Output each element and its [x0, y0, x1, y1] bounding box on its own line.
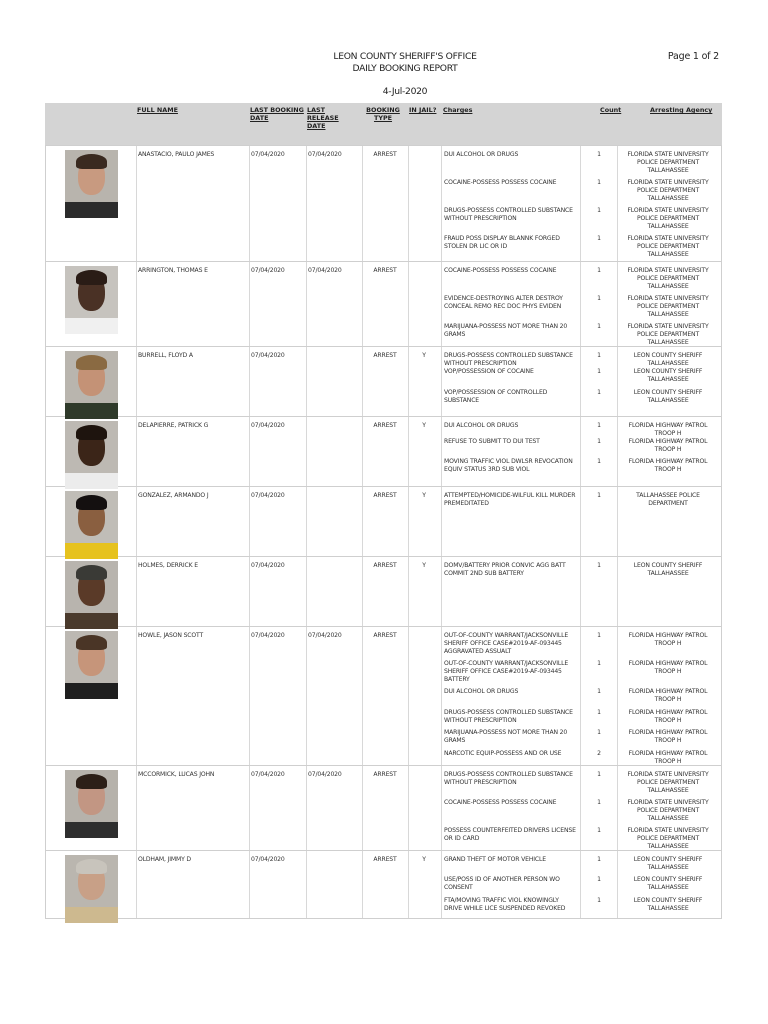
inmate-name: DELAPIERRE, PATRICK G [138, 422, 209, 429]
arresting-agency: LEON COUNTY SHERIFF TALLAHASSEE [633, 876, 703, 891]
charge-count: 1 [597, 562, 601, 569]
charge-count: 1 [597, 458, 601, 465]
charge-description: FRAUD POSS DISPLAY BLANNK FORGED STOLEN DR LIC OR ID [444, 235, 560, 250]
column-divider [580, 347, 581, 416]
charge-count: 1 [597, 856, 601, 863]
mugshot-photo [65, 855, 118, 923]
arresting-agency: FLORIDA STATE UNIVERSITY POLICE DEPARTMENT TALLAHASSEE [627, 151, 709, 174]
column-divider [136, 851, 137, 918]
column-divider [441, 851, 442, 918]
table-row [46, 627, 721, 766]
charge-count: 1 [597, 235, 601, 242]
charge-count: 1 [597, 323, 601, 330]
report-title: DAILY BOOKING REPORT [352, 63, 458, 74]
booking-type: ARREST [373, 352, 397, 359]
table-row [46, 557, 721, 627]
last-booking-date: 07/04/2020 [251, 856, 285, 863]
table-row [46, 146, 721, 262]
arresting-agency: FLORIDA STATE UNIVERSITY POLICE DEPARTMENT TALLAHASSEE [627, 267, 709, 290]
arresting-agency: LEON COUNTY SHERIFF TALLAHASSEE [633, 856, 703, 871]
column-divider [441, 766, 442, 850]
column-divider [306, 487, 307, 556]
arresting-agency: LEON COUNTY SHERIFF TALLAHASSEE [633, 389, 703, 404]
charge-count: 2 [597, 750, 601, 757]
column-divider [249, 557, 250, 626]
arresting-agency: FLORIDA HIGHWAY PATROL TROOP H [628, 458, 708, 473]
mugshot-photo [65, 491, 118, 559]
column-divider [580, 146, 581, 261]
column-divider [306, 146, 307, 261]
column-divider [441, 487, 442, 556]
charge-description: ATTEMPTED/HOMICIDE-WILFUL KILL MURDER PREMEDITATED [444, 492, 576, 507]
column-divider [136, 262, 137, 346]
charge-count: 1 [597, 267, 601, 274]
inmate-name: OLDHAM, JIMMY D [138, 856, 191, 863]
charge-count: 1 [597, 771, 601, 778]
inmate-name: HOWLE, JASON SCOTT [138, 632, 204, 639]
column-divider [580, 627, 581, 765]
charge-count: 1 [597, 438, 601, 445]
charge-count: 1 [597, 660, 601, 667]
column-divider [580, 766, 581, 850]
charge-description: MARIJUANA-POSSESS NOT MORE THAN 20 GRAMS [444, 729, 568, 744]
header-last-booking-date: LAST BOOKING DATE [250, 106, 304, 122]
arresting-agency: FLORIDA HIGHWAY PATROL TROOP H [628, 750, 708, 765]
column-divider [580, 557, 581, 626]
column-divider [136, 417, 137, 486]
column-divider [136, 146, 137, 261]
arresting-agency: FLORIDA HIGHWAY PATROL TROOP H [628, 422, 708, 437]
charge-description: COCAINE-POSSESS POSSESS COCAINE [444, 179, 557, 186]
column-divider [441, 557, 442, 626]
booking-type: ARREST [373, 771, 397, 778]
charge-description: DUI ALCOHOL OR DRUGS [444, 422, 519, 429]
last-release-date: 07/04/2020 [308, 267, 342, 274]
charge-description: OUT-OF-COUNTY WARRANT/JACKSONVILLE SHERIFF OFFICE CASE#2019-AF-093445 AGGRAVATED ASSUALT [444, 632, 569, 655]
charge-description: MARIJUANA-POSSESS NOT MORE THAN 20 GRAMS [444, 323, 568, 338]
charge-count: 1 [597, 492, 601, 499]
booking-table [45, 145, 722, 919]
charge-count: 1 [597, 352, 601, 359]
page-number: Page 1 of 2 [667, 51, 719, 62]
charge-description: REFUSE TO SUBMIT TO DUI TEST [444, 438, 540, 445]
table-row [46, 417, 721, 487]
column-divider [249, 347, 250, 416]
in-jail-flag: Y [422, 856, 426, 863]
charge-description: DRUGS-POSSESS CONTROLLED SUBSTANCE WITHOUT PRESCRIPTION [444, 207, 573, 222]
inmate-name: BURRELL, FLOYD A [138, 352, 193, 359]
charge-description: OUT-OF-COUNTY WARRANT/JACKSONVILLE SHERIFF OFFICE CASE#2019-AF-093445 BATTERY [444, 660, 569, 683]
charge-count: 1 [597, 389, 601, 396]
arresting-agency: FLORIDA HIGHWAY PATROL TROOP H [628, 729, 708, 744]
charge-count: 1 [597, 422, 601, 429]
column-divider [249, 146, 250, 261]
column-divider [580, 417, 581, 486]
arresting-agency: FLORIDA HIGHWAY PATROL TROOP H [628, 660, 708, 675]
charge-count: 1 [597, 709, 601, 716]
header-charges: Charges [443, 106, 473, 114]
header-full-name: FULL NAME [137, 106, 178, 114]
column-divider [441, 262, 442, 346]
arresting-agency: LEON COUNTY SHERIFF TALLAHASSEE [633, 562, 703, 577]
table-row [46, 487, 721, 557]
column-divider [306, 417, 307, 486]
booking-type: ARREST [373, 632, 397, 639]
arresting-agency: FLORIDA HIGHWAY PATROL TROOP H [628, 709, 708, 724]
report-date: 4-Jul-2020 [382, 86, 428, 97]
charge-count: 1 [597, 799, 601, 806]
column-divider [580, 487, 581, 556]
last-booking-date: 07/04/2020 [251, 352, 285, 359]
last-booking-date: 07/04/2020 [251, 632, 285, 639]
mugshot-photo [65, 421, 118, 489]
arresting-agency: TALLAHASSEE POLICE DEPARTMENT [636, 492, 700, 507]
last-booking-date: 07/04/2020 [251, 771, 285, 778]
arresting-agency: FLORIDA STATE UNIVERSITY POLICE DEPARTMENT TALLAHASSEE [627, 827, 709, 850]
arresting-agency: FLORIDA STATE UNIVERSITY POLICE DEPARTMENT TALLAHASSEE [627, 295, 709, 318]
column-divider [441, 347, 442, 416]
charge-count: 1 [597, 151, 601, 158]
column-divider [362, 146, 363, 261]
mugshot-photo [65, 770, 118, 838]
header-last-release-date: LAST RELEASE DATE [307, 106, 339, 130]
booking-type: ARREST [373, 492, 397, 499]
table-row [46, 262, 721, 347]
last-booking-date: 07/04/2020 [251, 492, 285, 499]
in-jail-flag: Y [422, 422, 426, 429]
charge-count: 1 [597, 295, 601, 302]
table-row [46, 851, 721, 919]
column-divider [362, 627, 363, 765]
column-divider [249, 766, 250, 850]
charge-description: DRUGS-POSSESS CONTROLLED SUBSTANCE WITHOUT PRESCRIPTION [444, 771, 573, 786]
charge-description: DUI ALCOHOL OR DRUGS [444, 688, 519, 695]
mugshot-photo [65, 150, 118, 218]
in-jail-flag: Y [422, 562, 426, 569]
header-in-jail: IN JAIL? [409, 106, 437, 114]
mugshot-photo [65, 266, 118, 334]
booking-type: ARREST [373, 856, 397, 863]
column-divider [306, 347, 307, 416]
column-divider [408, 146, 409, 261]
booking-type: ARREST [373, 267, 397, 274]
header-arresting-agency: Arresting Agency [650, 106, 713, 114]
mugshot-photo [65, 631, 118, 699]
report-office: LEON COUNTY SHERIFF'S OFFICE [333, 51, 477, 62]
inmate-name: ARRINGTON, THOMAS E [138, 267, 208, 274]
arresting-agency: FLORIDA STATE UNIVERSITY POLICE DEPARTMENT TALLAHASSEE [627, 799, 709, 822]
column-divider [136, 627, 137, 765]
charge-count: 1 [597, 179, 601, 186]
charge-description: DRUGS-POSSESS CONTROLLED SUBSTANCE WITHOUT PRESCRIPTION [444, 352, 573, 367]
column-divider [441, 417, 442, 486]
charge-count: 1 [597, 876, 601, 883]
charge-description: COCAINE-POSSESS POSSESS COCAINE [444, 799, 557, 806]
last-booking-date: 07/04/2020 [251, 151, 285, 158]
column-divider [249, 417, 250, 486]
arresting-agency: FLORIDA STATE UNIVERSITY POLICE DEPARTMENT TALLAHASSEE [627, 207, 709, 230]
charge-description: GRAND THEFT OF MOTOR VEHICLE [444, 856, 546, 863]
charge-description: MOVING TRAFFIC VIOL DWLSR REVOCATION EQUIV STATUS 3RD SUB VIOL [444, 458, 573, 473]
charge-description: EVIDENCE-DESTROYING ALTER DESTROY CONCEAL REMO REC DOC PHYS EVIDEN [444, 295, 563, 310]
column-divider [441, 146, 442, 261]
column-divider [249, 262, 250, 346]
last-booking-date: 07/04/2020 [251, 422, 285, 429]
column-divider [249, 627, 250, 765]
inmate-name: HOLMES, DERRICK E [138, 562, 198, 569]
column-divider [136, 487, 137, 556]
charge-count: 1 [597, 729, 601, 736]
arresting-agency: FLORIDA HIGHWAY PATROL TROOP H [628, 688, 708, 703]
column-divider [136, 766, 137, 850]
charge-description: FTA/MOVING TRAFFIC VIOL KNOWINGLY DRIVE WHILE LICE SUSPENDED REVOKED [444, 897, 566, 912]
inmate-name: ANASTACIO, PAULO JAMES [138, 151, 215, 158]
charge-description: NARCOTIC EQUIP-POSSESS AND OR USE [444, 750, 562, 757]
inmate-name: MCCORMICK, LUCAS JOHN [138, 771, 215, 778]
last-release-date: 07/04/2020 [308, 771, 342, 778]
table-row [46, 347, 721, 417]
header-count: Count [600, 106, 622, 114]
column-divider [580, 262, 581, 346]
in-jail-flag: Y [422, 492, 426, 499]
arresting-agency: FLORIDA STATE UNIVERSITY POLICE DEPARTMENT TALLAHASSEE [627, 179, 709, 202]
charge-count: 1 [597, 827, 601, 834]
booking-type: ARREST [373, 151, 397, 158]
column-divider [306, 262, 307, 346]
last-booking-date: 07/04/2020 [251, 562, 285, 569]
charge-description: COCAINE-POSSESS POSSESS COCAINE [444, 267, 557, 274]
booking-type: ARREST [373, 422, 397, 429]
charge-count: 1 [597, 688, 601, 695]
last-booking-date: 07/04/2020 [251, 267, 285, 274]
column-divider [306, 627, 307, 765]
charge-description: DUI ALCOHOL OR DRUGS [444, 151, 519, 158]
arresting-agency: LEON COUNTY SHERIFF TALLAHASSEE [633, 368, 703, 383]
in-jail-flag: Y [422, 352, 426, 359]
mugshot-photo [65, 351, 118, 419]
charge-count: 1 [597, 368, 601, 375]
mugshot-photo [65, 561, 118, 629]
last-release-date: 07/04/2020 [308, 632, 342, 639]
arresting-agency: LEON COUNTY SHERIFF TALLAHASSEE [633, 897, 703, 912]
charge-count: 1 [597, 207, 601, 214]
arresting-agency: FLORIDA STATE UNIVERSITY POLICE DEPARTMENT TALLAHASSEE [627, 771, 709, 794]
inmate-name: GONZALEZ, ARMANDO J [138, 492, 209, 499]
column-divider [441, 627, 442, 765]
column-divider [580, 851, 581, 918]
arresting-agency: FLORIDA STATE UNIVERSITY POLICE DEPARTMENT TALLAHASSEE [627, 235, 709, 258]
table-row [46, 766, 721, 851]
column-divider [306, 851, 307, 918]
arresting-agency: FLORIDA STATE UNIVERSITY POLICE DEPARTMENT TALLAHASSEE [627, 323, 709, 346]
charge-description: VOP/POSSESSION OF COCAINE [444, 368, 534, 375]
column-divider [408, 627, 409, 765]
charge-count: 1 [597, 632, 601, 639]
arresting-agency: LEON COUNTY SHERIFF TALLAHASSEE [633, 352, 703, 367]
column-divider [306, 557, 307, 626]
charge-description: VOP/POSSESSION OF CONTROLLED SUBSTANCE [444, 389, 548, 404]
charge-description: DRUGS-POSSESS CONTROLLED SUBSTANCE WITHOUT PRESCRIPTION [444, 709, 573, 724]
arresting-agency: FLORIDA HIGHWAY PATROL TROOP H [628, 632, 708, 647]
arresting-agency: FLORIDA HIGHWAY PATROL TROOP H [628, 438, 708, 453]
charge-description: DOMV/BATTERY PRIOR CONVIC AGG BATT COMMIT 2ND SUB BATTERY [444, 562, 566, 577]
column-divider [249, 487, 250, 556]
charge-description: USE/POSS ID OF ANOTHER PERSON WO CONSENT [444, 876, 560, 891]
column-divider [136, 557, 137, 626]
table-header [45, 103, 722, 145]
header-booking-type: BOOKING TYPE [366, 106, 400, 122]
column-divider [136, 347, 137, 416]
last-release-date: 07/04/2020 [308, 151, 342, 158]
charge-description: POSSESS COUNTERFEITED DRIVERS LICENSE OR ID CARD [444, 827, 576, 842]
column-divider [249, 851, 250, 918]
booking-type: ARREST [373, 562, 397, 569]
charge-count: 1 [597, 897, 601, 904]
column-divider [306, 766, 307, 850]
